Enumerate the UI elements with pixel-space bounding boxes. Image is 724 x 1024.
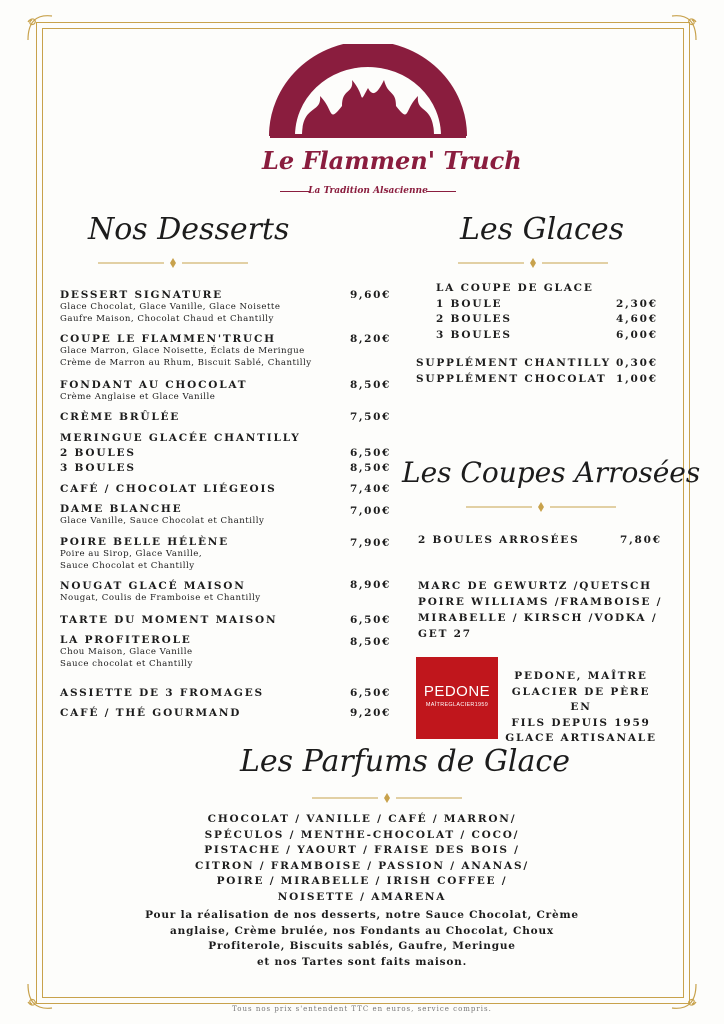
dessert-item: FONDANT AU CHOCOLAT Crème Anglaise et Glace Vanille xyxy=(60,379,248,402)
dessert-price: 8,20€ xyxy=(350,333,391,345)
dessert-item: 3 BOULES xyxy=(60,462,136,474)
glace-row-price: 4,60€ xyxy=(616,313,658,325)
oven-flame-icon xyxy=(262,44,474,144)
dessert-item: 2 BOULES xyxy=(60,447,136,459)
glaces-heading: Les Glaces xyxy=(460,212,625,247)
dessert-item: DAME BLANCHE Glace Vanille, Sauce Chocolat et Chantilly xyxy=(60,503,265,526)
pedone-text: PEDONE, MAÎTRE GLACIER DE PÈRE EN FILS DEPUIS 1959 GLACE ARTISANALE xyxy=(505,670,657,744)
parfums-list: CHOCOLAT / VANILLE / CAFÉ / MARRON/ SPÉCULOS / MENTHE-CHOCOLAT / COCO/ PISTACHE / YAOURT / FRAISE DES BOIS / CITRON / FRAMBOISE / PASSION / ANANAS/ POIRE / MIRABELLE / IRISH COFFEE / NOISETTE / AMARENA xyxy=(195,813,529,903)
pedone-logo xyxy=(416,657,498,739)
pedone-logo-text: PEDONE xyxy=(423,683,491,700)
glace-row-label: 2 BOULES xyxy=(436,313,512,325)
dessert-price: 7,90€ xyxy=(350,537,391,549)
alcohol-line: MARC DE GEWURTZ /QUETSCH xyxy=(418,580,652,592)
homemade-note: Pour la réalisation de nos desserts, notre Sauce Chocolat, Crème anglaise, Crème brulée, nos Fondants au Chocolat, Choux Profiterole, Biscuits sablés, Gaufre, Meringue et nos Tartes sont faits maison. xyxy=(145,909,579,968)
section-divider xyxy=(458,258,608,268)
dessert-price: 7,00€ xyxy=(350,505,391,517)
brand-name: Le Flammen' Truch xyxy=(262,146,522,175)
dessert-item: CRÈME BRÛLÉE xyxy=(60,411,181,423)
dessert-item: ASSIETTE DE 3 FROMAGES xyxy=(60,687,264,699)
glace-row-label: 3 BOULES xyxy=(436,329,512,341)
dessert-price: 7,50€ xyxy=(350,411,391,423)
dessert-item: COUPE LE FLAMMEN'TRUCH Glace Marron, Glace Noisette, Éclats de Meringue Crème de Marron au Rhum, Biscuit Sablé, Chantilly xyxy=(60,333,312,368)
brand-logo xyxy=(262,44,522,200)
dessert-price: 9,20€ xyxy=(350,707,391,719)
dessert-price: 8,90€ xyxy=(350,579,391,591)
section-divider xyxy=(98,258,248,268)
supplement-label: SUPPLÉMENT CHOCOLAT xyxy=(416,373,607,385)
brand-tagline: La Tradition Alsacienne xyxy=(308,186,428,196)
glace-row-price: 6,00€ xyxy=(616,329,658,341)
dessert-item: MERINGUE GLACÉE CHANTILLY xyxy=(60,432,301,444)
dessert-item: NOUGAT GLACÉ MAISON Nougat, Coulis de Framboise et Chantilly xyxy=(60,580,261,603)
glace-row-label: 1 BOULE xyxy=(436,298,503,310)
supplement-price: 0,30€ xyxy=(616,357,658,369)
tagline-rule-left xyxy=(280,191,310,192)
coupe-title: LA COUPE DE GLACE xyxy=(436,282,594,294)
tagline-rule-right xyxy=(426,191,456,192)
dessert-price: 6,50€ xyxy=(350,447,391,459)
section-divider xyxy=(466,502,616,512)
footer-note: Tous nos prix s'entendent TTC en euros, service compris. xyxy=(232,1005,492,1013)
coupe-arrosee-label: 2 BOULES ARROSÉES xyxy=(418,534,580,546)
coupes-arrosees-heading: Les Coupes Arrosées xyxy=(402,456,701,489)
dessert-price: 6,50€ xyxy=(350,687,391,699)
dessert-price: 8,50€ xyxy=(350,379,391,391)
alcohol-line: MIRABELLE / KIRSCH /VODKA / xyxy=(418,612,658,624)
dessert-price: 8,50€ xyxy=(350,462,391,474)
dessert-item: LA PROFITEROLE Chou Maison, Glace Vanille Sauce chocolat et Chantilly xyxy=(60,634,193,669)
alcohol-line: GET 27 xyxy=(418,628,472,640)
desserts-heading: Nos Desserts xyxy=(88,212,290,247)
supplement-price: 1,00€ xyxy=(616,373,658,385)
dessert-item: DESSERT SIGNATURE Glace Chocolat, Glace Vanille, Glace Noisette Gaufre Maison, Chocolat Chaud et Chantilly xyxy=(60,289,281,324)
alcohol-line: POIRE WILLIAMS /FRAMBOISE / xyxy=(418,596,663,608)
coupe-arrosee-price: 7,80€ xyxy=(620,534,662,546)
dessert-price: 9,60€ xyxy=(350,289,391,301)
dessert-item: TARTE DU MOMENT MAISON xyxy=(60,614,278,626)
dessert-item: CAFÉ / THÉ GOURMAND xyxy=(60,707,242,719)
dessert-price: 8,50€ xyxy=(350,636,391,648)
parfums-heading: Les Parfums de Glace xyxy=(240,744,570,779)
glace-row-price: 2,30€ xyxy=(616,298,658,310)
corner-ornament-icon xyxy=(670,12,700,42)
corner-ornament-icon xyxy=(24,12,54,42)
dessert-item: POIRE BELLE HÉLÈNE Poire au Sirop, Glace Vanille, Sauce Chocolat et Chantilly xyxy=(60,536,229,571)
dessert-price: 7,40€ xyxy=(350,483,391,495)
dessert-price: 6,50€ xyxy=(350,614,391,626)
section-divider xyxy=(312,793,462,803)
supplement-label: SUPPLÉMENT CHANTILLY xyxy=(416,357,611,369)
dessert-item: CAFÉ / CHOCOLAT LIÉGEOIS xyxy=(60,483,277,495)
pedone-logo-sub: MAÎTREGLACIER1959 xyxy=(425,702,489,708)
